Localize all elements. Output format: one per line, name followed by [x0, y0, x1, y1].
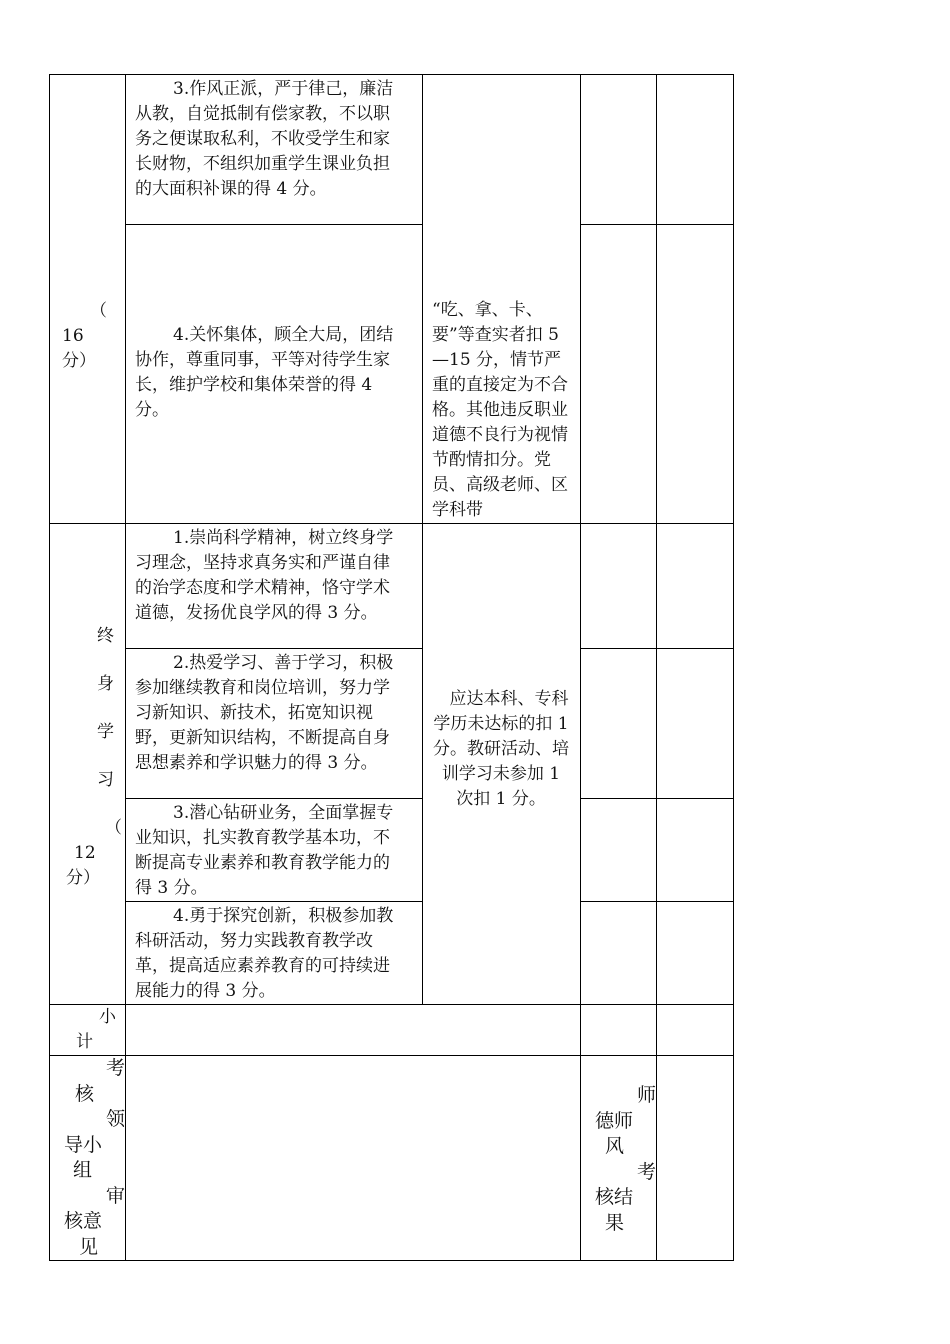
score-cell[interactable] — [581, 524, 657, 649]
section2-label-line: （ — [105, 818, 122, 838]
subtotal-result-cell[interactable] — [657, 1005, 734, 1056]
criterion-item: 3.作风正派，严于律己，廉洁从教，自觉抵制有偿家教，不以职务之便谋取私利，不收受学生和家长财物，不组织加重学生课业负担的大面积补课的得 4 分。 — [126, 75, 423, 225]
section2-label-line: 终 — [97, 626, 114, 646]
subtotal-value[interactable] — [126, 1005, 581, 1056]
section2-label — [50, 524, 126, 1005]
score-cell[interactable] — [581, 225, 657, 524]
section1-label-line: 分） — [62, 351, 96, 371]
result-label-line: 风 — [605, 1135, 625, 1157]
subtotal-label — [50, 1005, 126, 1056]
review-label-line: 核意 — [64, 1210, 103, 1232]
result-label-line: 师 — [637, 1084, 657, 1106]
score-cell[interactable] — [581, 799, 657, 902]
result-cell[interactable] — [657, 524, 734, 649]
deduction-note — [423, 524, 581, 1005]
criterion-item — [126, 225, 423, 524]
result-label-line: 核结 — [595, 1186, 634, 1208]
section1-label-line: （ — [90, 301, 107, 321]
result-label-line: 考 — [637, 1160, 657, 1183]
result-cell[interactable] — [657, 649, 734, 799]
review-label-line: 导小 — [64, 1133, 103, 1156]
review-opinion[interactable] — [126, 1056, 581, 1261]
review-label-line: 审 — [106, 1184, 126, 1207]
criterion-item: 1.崇尚科学精神，树立终身学习理念，坚持求真务实和严谨自律的治学态度和学术精神，恪守学术道德，发扬优良学风的得 3 分。 — [126, 524, 423, 649]
result-cell[interactable] — [657, 225, 734, 524]
review-label-line: 考 — [106, 1057, 126, 1079]
subtotal-label-line: 小 — [99, 1007, 116, 1027]
criterion-item-text: 4.关怀集体，顾全大局，团结协作，尊重同事，平等对待学生家长，维护学校和集体荣誉的得 4 分。 — [135, 325, 394, 421]
final-result-cell[interactable] — [657, 1056, 734, 1261]
review-label-line: 组 — [73, 1159, 93, 1181]
ethics-assessment-table — [49, 74, 734, 1261]
subtotal-label-line: 计 — [76, 1032, 93, 1052]
criterion-item: 3.潜心钻研业务，全面掌握专业知识，扎实教育教学基本功，不断提高专业素养和教育教学能力的得 3 分。 — [126, 799, 423, 902]
section2-label-line: 学 — [97, 722, 114, 742]
review-label-line: 核 — [75, 1082, 95, 1105]
review-label-line: 领 — [106, 1108, 126, 1130]
score-cell[interactable] — [581, 902, 657, 1005]
result-label-line: 德师 — [595, 1109, 634, 1132]
score-cell[interactable] — [581, 649, 657, 799]
criterion-item: 2.热爱学习、善于学习，积极参加继续教育和岗位培训，努力学习新知识、新技术，拓宽知识视野，更新知识结构，不断提高自身思想素养和学识魅力的得 3 分。 — [126, 649, 423, 799]
subtotal-score-cell[interactable] — [581, 1005, 657, 1056]
section2-label-line: 12 — [74, 843, 96, 863]
section2-label-line: 习 — [97, 770, 114, 790]
criterion-item: 4.勇于探究创新，积极参加教科研活动，努力实践教育教学改革，提高适应素养教育的可持续进展能力的得 3 分。 — [126, 902, 423, 1005]
deduction-note — [423, 75, 581, 524]
section1-label-line: 16 — [62, 326, 84, 346]
result-label — [581, 1056, 657, 1261]
section2-label-line: 身 — [97, 674, 114, 694]
deduction-note-text: 应达本科、专科学历未达标的扣 1 分。教研活动、培训学习未参加 1 次扣 1 分。 — [433, 689, 570, 809]
score-cell[interactable] — [581, 75, 657, 225]
review-label — [50, 1056, 126, 1261]
result-cell[interactable] — [657, 75, 734, 225]
review-label-line: 见 — [79, 1235, 99, 1258]
section2-label-line: 分） — [66, 868, 100, 888]
result-label-line: 果 — [605, 1211, 625, 1234]
deduction-note-text: “吃、拿、卡、要”等查实者扣 5—15 分，情节严重的直接定为不合格。其他违反职业道德不良行为视情节酌情扣分。党员、高级老师、区学科带 — [432, 300, 569, 520]
result-cell[interactable] — [657, 902, 734, 1005]
section1-label — [50, 75, 126, 524]
result-cell[interactable] — [657, 799, 734, 902]
